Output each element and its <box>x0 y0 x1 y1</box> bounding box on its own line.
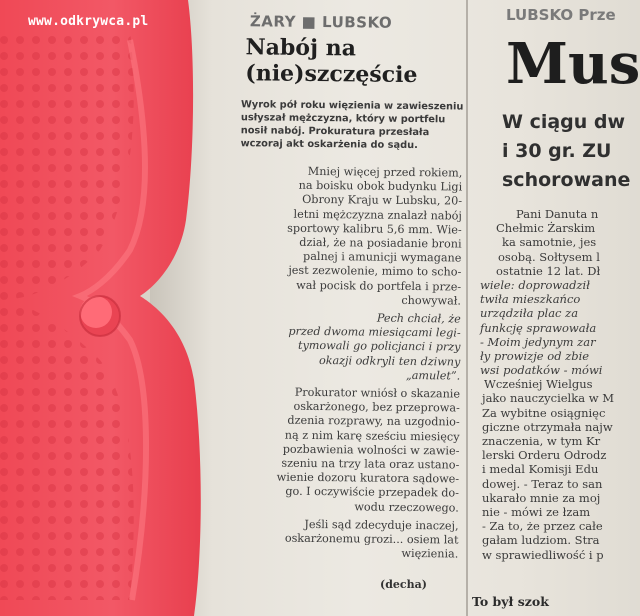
right-body-line: Za wybitne osiągnięc <box>482 405 606 420</box>
right-body-line: ka samotnie, jes <box>502 235 597 250</box>
article-kicker: ŻARY ■ LUBSKO <box>249 12 393 32</box>
article-signature: (decha) <box>380 578 427 591</box>
right-subhead <box>502 108 640 195</box>
right-body-line: ły prowizje od zbie <box>480 348 590 363</box>
right-body-line: ukarało mnie za moj <box>482 490 601 505</box>
right-body-line: twiła mieszkańco <box>480 292 581 307</box>
right-body-line: Wcześniej Wielgus <box>484 377 593 392</box>
right-body-line: - Za to, że przez całe <box>482 519 603 534</box>
right-section-heading: To był szok <box>472 594 549 609</box>
right-body-line: znaczenia, w tym Kr <box>482 434 601 448</box>
right-body-line: w sprawiedliwość i p <box>482 547 604 562</box>
right-article-column <box>476 6 640 562</box>
right-body-line: jako nauczycielka w M <box>482 391 614 406</box>
right-body-line: funkcję sprawowała <box>480 320 597 335</box>
right-body-line: giczne otrzymała najw <box>482 419 613 434</box>
right-body-line: dowej. - Teraz to san <box>482 476 603 491</box>
red-rubber-pad <box>0 0 220 616</box>
right-body-line: wsi podatków - mówi <box>480 363 603 378</box>
right-body-line: nie - mówi ze łzam <box>482 504 591 519</box>
right-subhead-line: i 30 gr. ZU <box>502 140 612 162</box>
right-headline: Mus <box>506 31 640 97</box>
right-body-line: lerski Orderu Odrodz <box>482 448 607 463</box>
right-body-line: Pani Danuta n <box>516 207 599 221</box>
article-paragraph-3: Jeśli sąd zdecyduje inaczej, oskarżonemu grozi... osiem lat więzienia. <box>284 517 459 561</box>
right-subhead-line: W ciągu dw <box>502 111 626 133</box>
right-body-line: - Moim jedynym zar <box>480 334 596 349</box>
right-subhead-line: schorowane <box>502 169 631 191</box>
article-paragraph-2: Prokurator wniósł o skazanie oskarżonego, bez przeprowa- dzenia rozprawy, na uzgodnio- ną z nim karę sześciu miesięcy pozbawienia wolności w zawie- szeniu na trzy lata oraz ustano- wienie dozoru kuratora sądowe- go. I oczywiście przepadek do- wodu rzeczowego. <box>276 385 461 515</box>
column-divider <box>466 0 468 616</box>
right-body-line: wiele: doprowadził <box>480 277 590 292</box>
right-kicker: LUBSKO Prze <box>506 6 616 24</box>
article-body <box>218 164 462 562</box>
right-body-line: i medal Komisji Edu <box>482 462 599 477</box>
article-lead: Wyrok pół roku więzienia w zawieszeniu usłyszał mężczyzna, który w portfelu nosił nabój. Prokuratura przesłała wczoraj akt oskarżenia do sądu. <box>240 99 464 152</box>
article-column <box>216 12 466 566</box>
right-body-line: gałam ludziom. Stra <box>482 533 600 548</box>
right-body <box>476 207 640 562</box>
right-body-line: ostatnie 12 lat. Dł <box>496 263 601 278</box>
right-body-line: osobą. Sołtysem l <box>498 249 600 264</box>
article-italic-insert: Pech chciał, że przed dwoma miesiącami legi- tymowali go policjanci i przy okazji odkryli ten dziwny „amulet”. <box>288 311 461 383</box>
watermark-text: www.odkrywca.pl <box>28 14 149 29</box>
right-body-line: urządziła plac za <box>480 306 579 321</box>
right-body-line: Chełmic Żarskim <box>496 221 596 236</box>
article-paragraph-1: Mniej więcej przed rokiem, na boisku obok budynku Ligi Obrony Kraju w Lubsku, 20- letni mężczyzna znalazł nabój sportowy kalibru 5,6 mm. Wie- dział, że na posiadanie broni palnej i amunicji wymagane jest zezwolenie, mimo to scho- wał pocisk do portfela i prze- chowywał. <box>287 164 463 308</box>
article-headline: Nabój na (nie)szczęście <box>245 34 418 89</box>
